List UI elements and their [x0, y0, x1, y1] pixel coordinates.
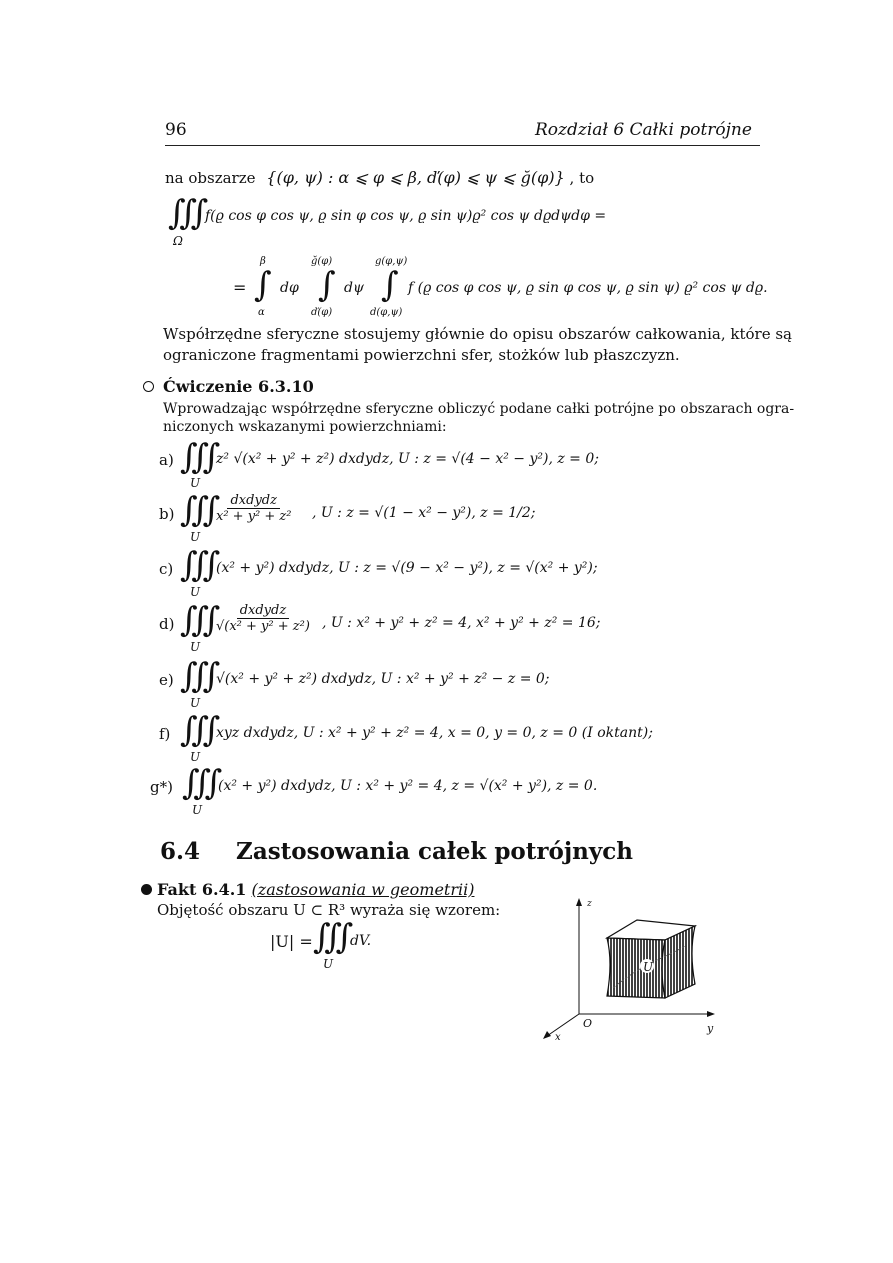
triple-integrand: f(ϱ cos φ cos ψ, ϱ sin φ cos ψ, ϱ sin ψ)ϱ² cos ψ dϱdψdφ =: [205, 208, 607, 224]
z-arrow-icon: [576, 898, 582, 906]
item-region-g: U: [192, 803, 203, 817]
paragraph-line-1: Współrzędne sferyczne stosujemy głównie do opisu obszarów całkowania, które są: [163, 325, 792, 343]
paragraph-line-2: ograniczone fragmentami powierzchni sfer, stożków lub płaszczyzn.: [163, 346, 680, 364]
item-fraction-d: [216, 603, 310, 634]
axis-label-x: x: [555, 1032, 561, 1043]
item-integral-d: ∭: [180, 600, 221, 640]
item-label-f: f): [159, 725, 171, 743]
fact-formula-lhs: |U| =: [270, 932, 313, 951]
exercise-line-1: Wprowadzając współrzędne sferyczne obliczyć podane całki potrójne po obszarach ogra-: [163, 401, 795, 417]
region-label: U: [643, 960, 654, 974]
volume-figure: [535, 890, 735, 1050]
item-expr-e: √(x² + y² + z²) dxdydz, U : x² + y² + z² − z = 0;: [216, 671, 550, 687]
limit-g: g(φ,ψ): [375, 256, 408, 267]
fact-formula-region: U: [323, 957, 334, 971]
area-text: na obszarze: [165, 169, 256, 187]
item-integral-e: ∭: [180, 656, 221, 696]
fact-subtitle: (zastosowania w geometrii): [251, 880, 475, 899]
item-label-d: d): [159, 615, 175, 633]
axis-label-z: z: [587, 899, 592, 909]
item-integral-c: ∭: [180, 545, 221, 585]
differential-psi: dψ: [344, 280, 364, 296]
integral-sign-2: ∫: [318, 265, 336, 305]
item-numerator-b: dxdydz: [227, 493, 280, 509]
area-set: {(φ, ψ) : α ⩽ φ ⩽ β, ď(φ) ⩽ ψ ⩽ ğ(φ)}: [266, 168, 565, 187]
item-label-c: c): [159, 560, 174, 578]
limit-d-tilde: ď(φ): [311, 307, 333, 318]
triple-region: Ω: [173, 234, 183, 248]
item-numerator-d: dxdydz: [237, 603, 290, 619]
item-expr-g: (x² + y²) dxdydz, U : x² + y² = 4, z = √(x² + y²), z = 0.: [218, 778, 598, 794]
solid-front-face: [607, 938, 665, 998]
y-arrow-icon: [707, 1011, 715, 1017]
item-expr-f: xyz dxdydz, U : x² + y² + z² = 4, x = 0, y = 0, z = 0 (I oktant);: [216, 725, 653, 741]
x-arrow-icon: [543, 1031, 551, 1039]
page-number: 96: [165, 120, 187, 140]
integral-sign-1: ∫: [254, 265, 272, 305]
differential-phi: dφ: [280, 280, 299, 296]
fact-bullet-icon: [141, 884, 152, 895]
chapter-title: Rozdział 6 Całki potrójne: [535, 120, 752, 140]
fact-heading: [157, 880, 474, 899]
item-integral-a: ∭: [180, 437, 221, 477]
item-region-a: U: [190, 476, 201, 490]
item-denominator-d: √(x² + y² + z²): [216, 619, 310, 634]
item-expr-d: , U : x² + y² + z² = 4, x² + y² + z² = 16;: [322, 615, 601, 631]
item-fraction-b: [216, 493, 291, 524]
item-region-f: U: [190, 750, 201, 764]
exercise-line-2: niczonych wskazanymi powierzchniami:: [163, 419, 447, 435]
integral-sign-3: ∫: [381, 265, 399, 305]
item-label-a: a): [159, 451, 174, 469]
limit-g-tilde: ğ(φ): [311, 256, 333, 267]
section-number: 6.4: [160, 838, 201, 865]
item-integral-f: ∭: [180, 710, 221, 750]
limit-d: d(φ,ψ): [370, 307, 403, 318]
item-integral-g: ∭: [182, 763, 223, 803]
item-label-b: b): [159, 505, 175, 523]
then-text: , to: [569, 169, 595, 187]
limit-alpha: α: [258, 307, 265, 318]
section-heading: [160, 838, 633, 865]
item-region-c: U: [190, 585, 201, 599]
item-denominator-b: x² + y² + z²: [216, 509, 292, 524]
exercise-title: Ćwiczenie 6.3.10: [163, 377, 314, 396]
exercise-bullet-icon: [143, 381, 154, 392]
fact-title: Fakt 6.4.1: [157, 880, 247, 899]
limit-beta: β: [260, 256, 266, 267]
triple-integral-sign: ∭: [168, 193, 209, 233]
fact-triple-integral: ∭: [313, 917, 354, 957]
header-rule: [165, 145, 760, 146]
origin-label: O: [583, 1017, 593, 1030]
item-label-g: g*): [150, 778, 173, 796]
item-expr-c: (x² + y²) dxdydz, U : z = √(9 − x² − y²), z = √(x² + y²);: [216, 560, 598, 576]
item-expr-a: z² √(x² + y² + z²) dxdydz, U : z = √(4 − x² − y²), z = 0;: [216, 451, 599, 467]
axis-label-y: y: [707, 1022, 714, 1035]
fact-text: Objętość obszaru U ⊂ R³ wyraża się wzorem:: [157, 901, 501, 919]
section-title: Zastosowania całek potrójnych: [236, 838, 633, 865]
item-integral-b: ∭: [180, 490, 221, 530]
item-region-b: U: [190, 530, 201, 544]
iter-equals: =: [233, 278, 247, 297]
fact-formula-rhs: dV.: [350, 933, 372, 949]
item-region-d: U: [190, 640, 201, 654]
item-label-e: e): [159, 671, 174, 689]
x-axis: [547, 1014, 579, 1036]
item-expr-b: , U : z = √(1 − x² − y²), z = 1/2;: [312, 505, 536, 521]
item-region-e: U: [190, 696, 201, 710]
iter-integrand: f (ϱ cos φ cos ψ, ϱ sin φ cos ψ, ϱ sin ψ) ϱ² cos ψ dϱ.: [408, 280, 768, 296]
area-line: [165, 168, 594, 187]
